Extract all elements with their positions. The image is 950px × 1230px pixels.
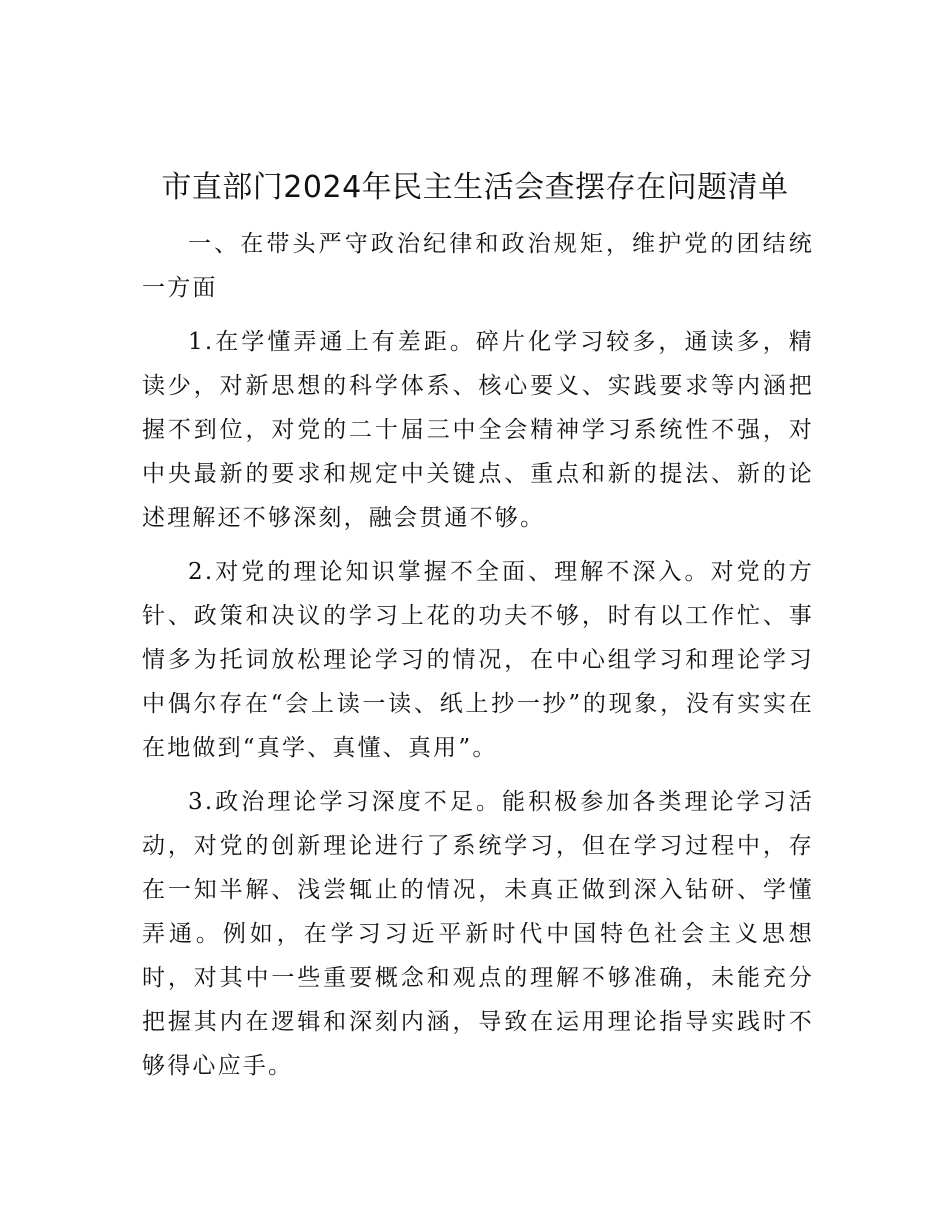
paragraph-item-1: 1.在学懂弄通上有差距。碎片化学习较多，通读多，精读少，对新思想的科学体系、核心要义、实践要求等内涵把握不到位，对党的二十届三中全会精神学习系统性不强，对中央最新的要求和规定中关键点、重点和新的提法、新的论述理解还不够深刻，融会贯通不够。 <box>142 329 814 531</box>
document-body <box>142 222 814 1098</box>
paragraph-item-3: 3.政治理论学习深度不足。能积极参加各类理论学习活动，对党的创新理论进行了系统学习，但在学习过程中，存在一知半解、浅尝辄止的情况，未真正做到深入钻研、学懂弄通。例如，在学习习近平新时代中国特色社会主义思想时，对其中一些重要概念和观点的理解不够准确，未能充分把握其内在逻辑和深刻内涵，导致在运用理论指导实践时不够得心应手。 <box>142 789 814 1079</box>
section-heading: 一、在带头严守政治纪律和政治规矩，维护党的团结统一方面 <box>142 231 814 301</box>
paragraph-item-2: 2.对党的理论知识掌握不全面、理解不深入。对党的方针、政策和决议的学习上花的功夫不够，时有以工作忙、事情多为托词放松理论学习的情况，在中心组学习和理论学习中偶尔存在“会上读一读、纸上抄一抄”的现象，没有实实在在地做到“真学、真懂、真用”。 <box>142 559 814 761</box>
document-title: 市直部门2024年民主生活会查摆存在问题清单 <box>161 170 789 205</box>
